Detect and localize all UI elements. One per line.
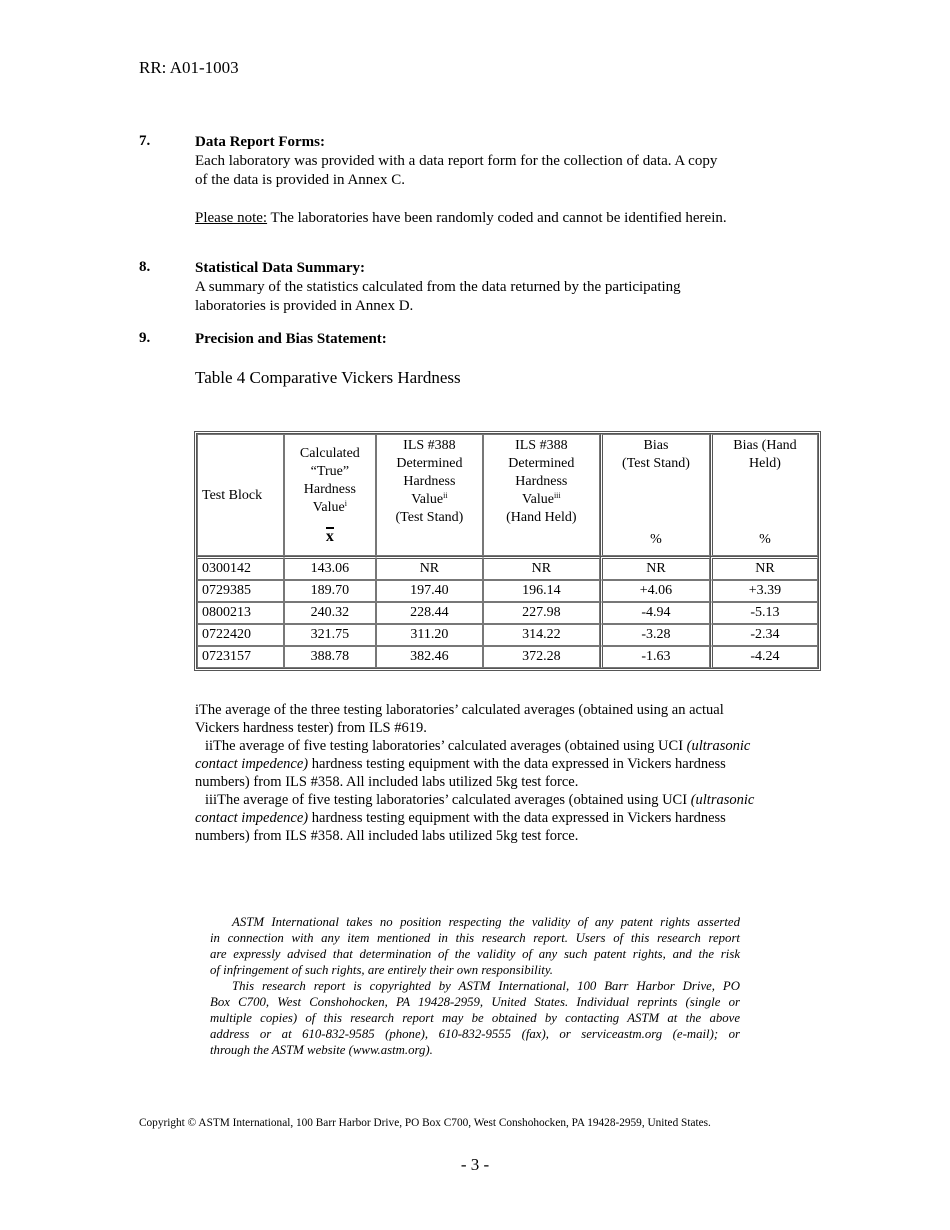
header-bias-hand-held: [710, 434, 818, 556]
header-line: Determined: [396, 456, 463, 471]
header-line: Bias (Hand: [733, 438, 797, 453]
table-row: [197, 624, 818, 646]
header-line: Value: [312, 500, 345, 515]
disclaimer-line: through the ASTM website (www.astm.org).: [210, 1043, 433, 1057]
cell-test-block: 0800213: [197, 602, 284, 624]
table-cell: 227.98: [483, 602, 600, 624]
table-cell: -2.34: [710, 624, 818, 646]
header-bias-test-stand: [600, 434, 710, 556]
table-cell: 314.22: [483, 624, 600, 646]
table-cell: NR: [483, 556, 600, 580]
table-caption: Table 4 Comparative Vickers Hardness: [195, 368, 461, 387]
cell-test-block: 0300142: [197, 556, 284, 580]
table-cell: 388.78: [284, 646, 377, 668]
footnote-iii: numbers) from ILS #358. All included labs utilized 5kg test force.: [195, 828, 579, 844]
table-cell: -1.63: [600, 646, 710, 668]
table-cell: -4.24: [710, 646, 818, 668]
header-line: Value: [522, 492, 554, 507]
astm-disclaimer: [210, 914, 740, 1058]
header-calculated: [284, 434, 377, 556]
table-cell: 196.14: [483, 580, 600, 602]
table-row: [197, 580, 818, 602]
table-row: [197, 602, 818, 624]
note-text: The laboratories have been randomly coded and cannot be identified herein.: [267, 210, 727, 226]
table-cell: +4.06: [600, 580, 710, 602]
copyright-footer: Copyright © ASTM International, 100 Barr Harbor Drive, PO Box C700, West Conshohocken, PA 19428-2959, United States.: [139, 1117, 711, 1129]
header-ils-test-stand: [376, 434, 483, 556]
cell-test-block: 0729385: [197, 580, 284, 602]
header-line: Hardness: [303, 482, 356, 497]
disclaimer-line: Box C700, West Conshohocken, PA 19428-2959, United States. Individual reprints (single or: [210, 995, 740, 1009]
disclaimer-line: ASTM International takes no position respecting the validity of any patent rights asserted: [232, 915, 740, 929]
page-number: - 3 -: [460, 1155, 490, 1174]
cell-test-block: 0723157: [197, 646, 284, 668]
header-line: (Hand Held): [506, 510, 577, 525]
footnote-italic: (ultrasonic: [690, 792, 755, 808]
vickers-hardness-table: [194, 431, 821, 671]
header-line: Bias: [643, 438, 669, 453]
table-cell: 382.46: [376, 646, 483, 668]
header-test-block: Test Block: [197, 434, 284, 556]
header-line: ILS #388: [403, 438, 456, 453]
section-8-body-line: A summary of the statistics calculated from the data returned by the participating: [195, 279, 681, 295]
footnote-ii: [195, 755, 815, 773]
section-7-body-line: Each laboratory was provided with a data report form for the collection of data. A copy: [195, 153, 718, 169]
section-7-number: 7.: [139, 133, 151, 149]
cell-test-block: 0722420: [197, 624, 284, 646]
table-cell: 143.06: [284, 556, 377, 580]
table-header-row: [197, 434, 818, 556]
header-line: Held): [749, 456, 781, 471]
disclaimer-line: are expressly advised that determination of the validity of any such patent rights, and the risk: [210, 947, 740, 961]
table-row: [197, 646, 818, 668]
table-cell: +3.39: [710, 580, 818, 602]
unit-percent: %: [650, 532, 662, 547]
header-line: Value: [411, 492, 444, 507]
table-cell: 321.75: [284, 624, 377, 646]
footnote-text: hardness testing equipment with the data expressed in Vickers hardness: [308, 810, 726, 826]
section-7: [195, 133, 815, 228]
footnote-italic: (ultrasonic: [686, 738, 751, 754]
disclaimer-line: of infringement of such rights, are entirely their own responsibility.: [210, 963, 554, 977]
table-row: [197, 556, 818, 580]
section-7-body-line: of the data is provided in Annex C.: [195, 172, 405, 188]
header-line: Calculated: [299, 446, 360, 461]
footnote-iii: [195, 809, 815, 827]
header-line: Determined: [508, 456, 575, 471]
table-cell: 189.70: [284, 580, 377, 602]
section-8-body-line: laboratories is provided in Annex D.: [195, 298, 414, 314]
footnotes: [195, 701, 815, 845]
table-cell: 311.20: [376, 624, 483, 646]
header-line: Hardness: [515, 474, 568, 489]
footnote-ii: numbers) from ILS #358. All included labs utilized 5kg test force.: [195, 774, 579, 790]
table-cell: NR: [600, 556, 710, 580]
header-ils-hand-held: [483, 434, 600, 556]
section-8-number: 8.: [139, 259, 151, 275]
disclaimer-line: in connection with any item mentioned in this research report. Users of this research report: [210, 931, 740, 945]
footnote-ii: [195, 737, 815, 755]
footnote-i: Vickers hardness tester) from ILS #619.: [195, 720, 427, 736]
table-cell: NR: [710, 556, 818, 580]
header-line: (Test Stand): [395, 510, 464, 525]
table-cell: -4.94: [600, 602, 710, 624]
table-cell: 372.28: [483, 646, 600, 668]
footnote-i: iThe average of the three testing laboratories’ calculated averages (obtained using an actual: [195, 702, 724, 718]
section-8: [195, 259, 815, 316]
footnote-text: iiiThe average of five testing laboratories’ calculated averages (obtained using UCI: [205, 792, 691, 808]
footnote-text: iiThe average of five testing laboratories’ calculated averages (obtained using UCI: [205, 738, 687, 754]
table-cell: -3.28: [600, 624, 710, 646]
table-cell: 228.44: [376, 602, 483, 624]
section-9-number: 9.: [139, 330, 151, 346]
table-cell: 240.32: [284, 602, 377, 624]
mean-symbol: x: [325, 528, 334, 545]
note-label: Please note:: [195, 210, 268, 226]
footnote-iii: [195, 791, 815, 809]
table-cell: 197.40: [376, 580, 483, 602]
section-7-title: Data Report Forms:: [195, 134, 325, 150]
header-line: “True”: [310, 464, 350, 479]
footnote-ref: i: [344, 499, 347, 508]
section-9-title: Precision and Bias Statement:: [195, 331, 387, 347]
header-line: (Test Stand): [622, 456, 690, 471]
unit-percent: %: [759, 532, 771, 547]
footnote-ref: ii: [443, 491, 448, 500]
footnote-text: hardness testing equipment with the data expressed in Vickers hardness: [308, 756, 726, 772]
footnote-italic: contact impedence): [195, 756, 309, 772]
disclaimer-line: multiple copies) of this research report may be obtained by contacting ASTM at the above: [210, 1011, 740, 1025]
header-line: Hardness: [403, 474, 456, 489]
header-line: ILS #388: [515, 438, 568, 453]
disclaimer-line: This research report is copyrighted by ASTM International, 100 Barr Harbor Drive, PO: [232, 979, 740, 993]
footnote-ref: iii: [553, 491, 561, 500]
table-cell: NR: [376, 556, 483, 580]
disclaimer-line: address or at 610-832-9585 (phone), 610-832-9555 (fax), or serviceastm.org (e-mail); or: [210, 1027, 740, 1041]
footnote-italic: contact impedence): [195, 810, 309, 826]
table-cell: -5.13: [710, 602, 818, 624]
section-8-title: Statistical Data Summary:: [195, 260, 365, 276]
section-7-note: [195, 209, 815, 228]
report-id: RR: A01-1003: [139, 58, 239, 77]
